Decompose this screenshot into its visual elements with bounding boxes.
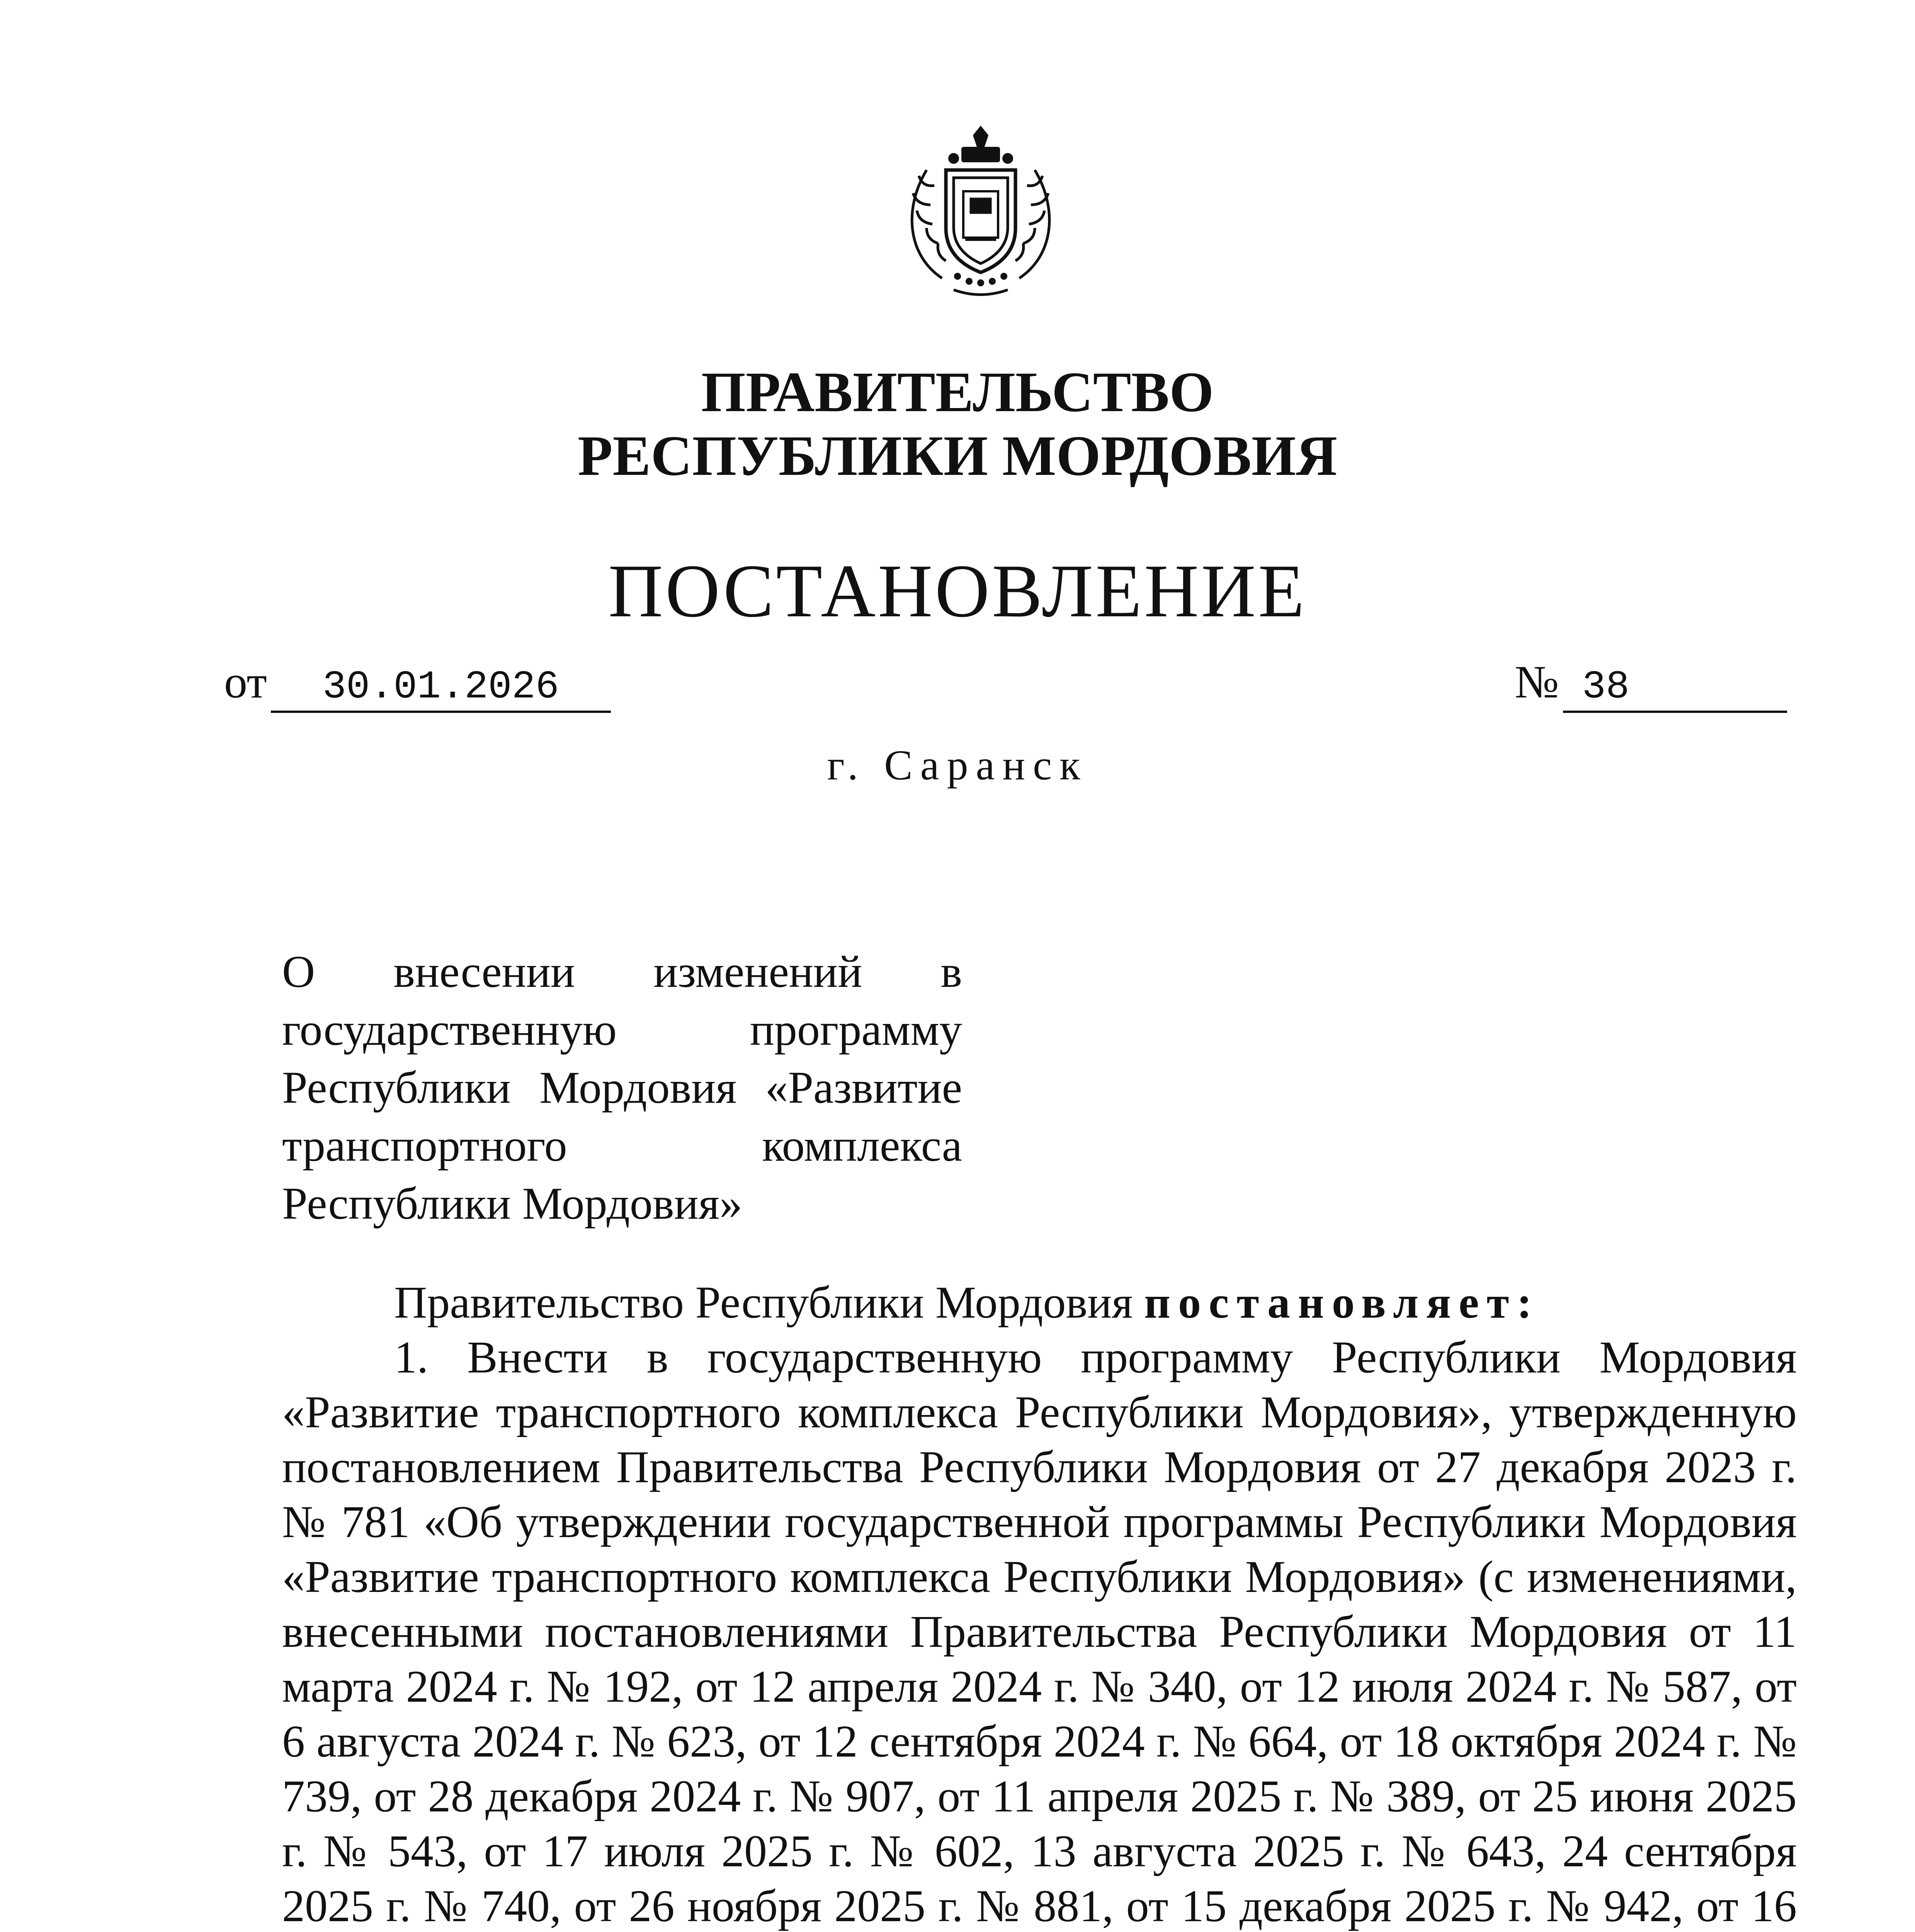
document-type-title: ПОСТАНОВЛЕНИЕ [608, 549, 1307, 633]
preamble-keyword: постановляет: [1144, 1277, 1540, 1328]
paragraph-1: 1. Внести в государственную программу Республики Мордовия «Развитие транспортного комплекса Республики Мордовия», утвержденную постановлением Правительства Республики Мордовия от 27 декабря 2023 г. № 781 «Об утверждении государственной программы Республики Мордовия «Развитие транспортного комплекса Республики Мордовия» (с изменениями, внесенными постановлениями Правительства Республики Мордовия от 11 марта 2024 г. № 192, от 12 апреля 2024 г. № 340, от 12 июля 2024 г. № 587, от 6 августа 2024 г. № 623, от 12 сентября 2024 г. № 664, от 18 октября 2024 г. № 739, от 28 декабря 2024 г. № 907, от 11 апреля 2025 г. № 389, от 25 июня 2025 г. № 543, от 17 июля 2025 г. № 602, 13 августа 2025 г. № 643, 24 сентября 2025 г. № 740, от 26 ноября 2025 г. № 881, от 15 декабря 2025 г. № 942, от 16 [282, 1332, 1797, 1931]
number-value: 38 [1563, 658, 1787, 716]
subject-line: Республики Мордовия «Развитие [282, 1062, 962, 1113]
city-line: г. Саранск [827, 742, 1088, 789]
number-prefix: № [1515, 656, 1559, 707]
document-body [282, 1275, 1797, 1932]
subject-line: Республики Мордовия» [282, 1178, 743, 1229]
date-field [224, 653, 611, 716]
subject-block [282, 943, 962, 1233]
date-prefix: от [224, 656, 267, 707]
coat-of-arms-icon [896, 124, 1066, 301]
org-name-line1: ПРАВИТЕЛЬСТВО [701, 361, 1214, 424]
preamble [282, 1275, 1797, 1330]
subject-line: О внесении изменений в [282, 946, 962, 997]
date-value: 30.01.2026 [271, 658, 611, 716]
preamble-text: Правительство Республики Мордовия [394, 1277, 1145, 1328]
subject-line: транспортного комплекса [282, 1120, 962, 1171]
org-name-line2: РЕСПУБЛИКИ МОРДОВИЯ [578, 424, 1337, 488]
number-field [1515, 653, 1787, 716]
subject-line: государственную программу [282, 1004, 962, 1055]
